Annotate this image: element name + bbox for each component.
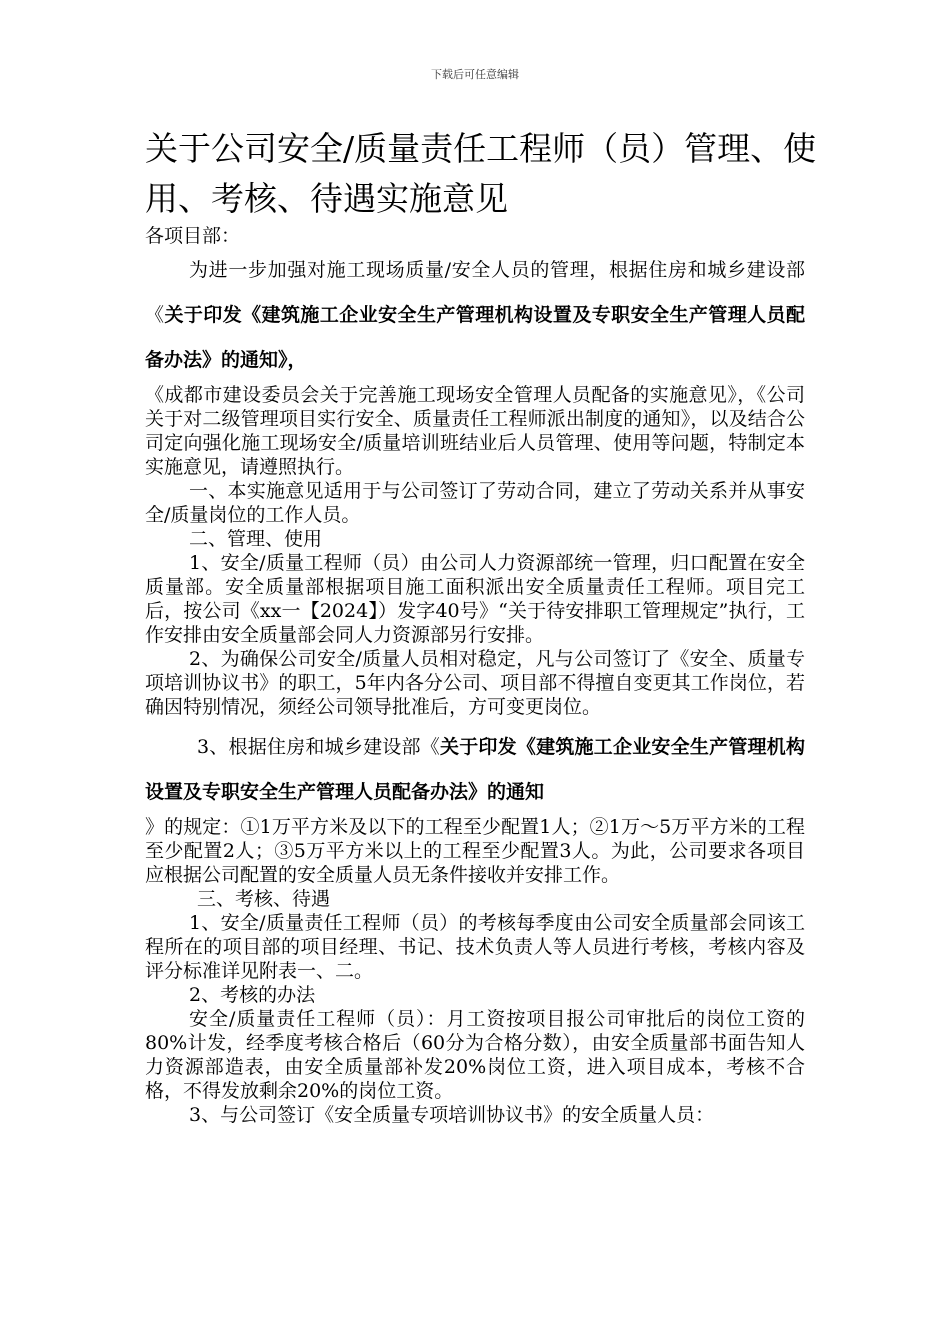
intro-text-a: 为进一步加强对施工现场质量/安全人员的管理，根据住房和城乡建设部《 [145,259,805,326]
salutation: 各项目部： [145,225,241,247]
section-3-title: 三、考核、待遇 [197,888,331,910]
section-3-item-2: 安全/质量责任工程师（员）：月工资按项目报公司审批后的岗位工资的80%计发，经季度考核合格后（60分为合格分数），由安全质量部书面告知人力资源部造表，由安全质量部补发20%岗位工资，进入项目成本，考核不合格，不得发放剩余20%的岗位工资。 [145,1008,805,1102]
section-3-item-3: 3、与公司签订《安全质量专项培训协议书》的安全质量人员： [189,1104,715,1126]
intro-text-bold: 关于印发《建筑施工企业安全生产管理机构设置及专职安全生产管理人员配备办法》的通知》， [145,304,805,371]
section-2-item-3-cont: 》的规定：①1万平方米及以下的工程至少配置1人；②1万～5万平方米的工程至少配置2人；③5万平方米以上的工程至少配置3人。为此，公司要求各项目应根据公司配置的安全质量人员无条件接收并安排工作。 [145,816,805,886]
document-title: 关于公司安全/质量责任工程师（员）管理、使用、考核、待遇实施意见 [145,129,817,218]
section-1: 一、本实施意见适用于与公司签订了劳动合同，建立了劳动关系并从事安全/质量岗位的工作人员。 [145,480,805,526]
intro-paragraph [145,248,805,383]
document-body [145,224,805,1127]
section-2-item-2: 2、为确保公司安全/质量人员相对稳定，凡与公司签订了《安全、质量专项培训协议书》的职工，5年内各分公司、项目部不得擅自变更其工作岗位，若确因特别情况，须经公司领导批准后，方可变更岗位。 [145,648,805,718]
section-3-item-2-title: 2、考核的办法 [189,984,316,1006]
intro-paragraph-cont: 《成都市建设委员会关于完善施工现场安全管理人员配备的实施意见》，《公司关于对二级管理项目实行安全、质量责任工程师派出制度的通知》，以及结合公司定向强化施工现场安全/质量培训班结业后人员管理、使用等问题，特制定本实施意见，请遵照执行。 [145,384,805,478]
section-2-item-3 [145,725,805,815]
item-3-text-bold: 关于印发《建筑施工企业安全生产管理机构设置及专职安全生产管理人员配备办法》的通知 [145,736,805,803]
section-2-item-1: 1、安全/质量工程师（员）由公司人力资源部统一管理，归口配置在安全质量部。安全质量部根据项目施工面积派出安全质量责任工程师。项目完工后，按公司《xx一【2024】）发字40号》“关于待安排职工管理规定”执行，工作安排由安全质量部会同人力资源部另行安排。 [145,552,805,646]
page-header: 下载后可任意编辑 [431,68,519,81]
item-3-text-a: 3、根据住房和城乡建设部《 [197,736,440,758]
section-2-title: 二、管理、使用 [189,528,323,550]
section-3-item-1: 1、安全/质量责任工程师（员）的考核每季度由公司安全质量部会同该工程所在的项目部的项目经理、书记、技术负责人等人员进行考核，考核内容及评分标准详见附表一、二。 [145,912,805,982]
